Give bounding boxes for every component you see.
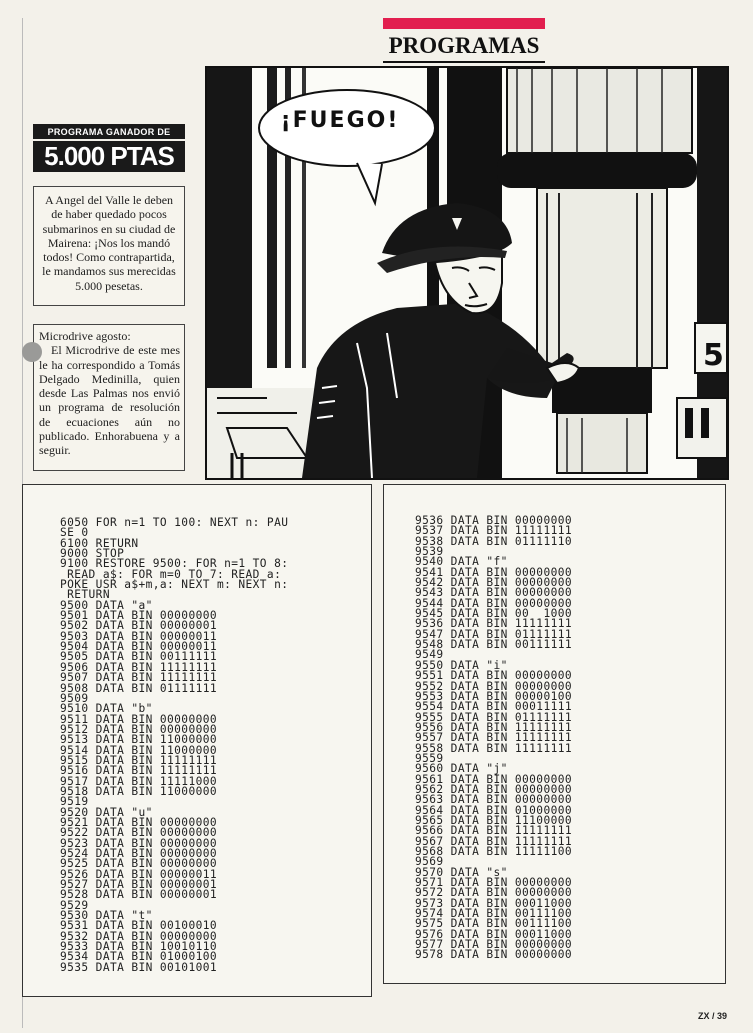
code-line: 9541 DATA BIN 00000000	[415, 565, 572, 579]
code-line: 9555 DATA BIN 01111111	[415, 710, 572, 724]
code-line: 9575 DATA BIN 00111100	[415, 917, 572, 931]
code-line: 9554 DATA BIN 00011111	[415, 700, 572, 714]
code-line: 9565 DATA BIN 11100000	[415, 813, 572, 827]
code-line: 9528 DATA BIN 00000001	[60, 888, 217, 902]
code-line: 9567 DATA BIN 11111111	[415, 834, 572, 848]
code-line: 9530 DATA "t"	[60, 909, 153, 923]
code-line: 9508 DATA BIN 01111111	[60, 681, 217, 695]
code-line: 9556 DATA BIN 11111111	[415, 720, 572, 734]
code-line: 9510 DATA "b"	[60, 702, 153, 716]
code-line: 9507 DATA BIN 11111111	[60, 671, 217, 685]
code-line: 9535 DATA BIN 00101001	[60, 960, 217, 974]
code-line: 9553 DATA BIN 00000100	[415, 689, 572, 703]
code-line: 9549	[415, 648, 444, 662]
code-line: 9531 DATA BIN 00100010	[60, 919, 217, 933]
code-line: 9534 DATA BIN 01000100	[60, 950, 217, 964]
code-line: 9550 DATA "i"	[415, 658, 508, 672]
code-line: 9560 DATA "j"	[415, 762, 508, 776]
code-line: 9521 DATA BIN 00000000	[60, 815, 217, 829]
code-listing-right	[383, 484, 726, 984]
code-line: 9557 DATA BIN 11111111	[415, 731, 572, 745]
code-line: 9503 DATA BIN 00000011	[60, 629, 217, 643]
code-line: 9527 DATA BIN 00000001	[60, 878, 217, 892]
code-line: 9574 DATA BIN 00111100	[415, 907, 572, 921]
winner-text-box	[33, 186, 185, 306]
code-line: 9544 DATA BIN 00000000	[415, 596, 572, 610]
comic-illustration	[205, 66, 729, 480]
page-folio: ZX / 39	[697, 1011, 727, 1021]
code-line: 9564 DATA BIN 01000000	[415, 803, 572, 817]
code-line: 9561 DATA BIN 00000000	[415, 772, 572, 786]
code-line: 9522 DATA BIN 00000000	[60, 826, 217, 840]
code-line: 9511 DATA BIN 00000000	[60, 712, 217, 726]
section-title: PROGRAMAS	[388, 33, 540, 58]
code-line: 9518 DATA BIN 11000000	[60, 784, 217, 798]
code-line: 9543 DATA BIN 00000000	[415, 586, 572, 600]
code-line: POKE USR a$+m,a: NEXT m: NEXT n:	[60, 578, 289, 592]
code-listing-left	[22, 484, 372, 997]
code-line: 9516 DATA BIN 11111111	[60, 764, 217, 778]
code-line: 9536 DATA BIN 00000000	[415, 514, 572, 527]
code-line: 6050 FOR n=1 TO 100: NEXT n: PAU	[60, 516, 289, 529]
microdrive-text-box	[33, 324, 185, 471]
code-line: 9538 DATA BIN 01111110	[415, 534, 572, 548]
code-line: 9559	[415, 751, 444, 765]
code-line: 9578 DATA BIN 00000000	[415, 948, 572, 962]
code-line: 9540 DATA "f"	[415, 555, 508, 569]
code-line: 9547 DATA BIN 01111111	[415, 627, 572, 641]
code-line: 9513 DATA BIN 11000000	[60, 733, 217, 747]
speech-bubble-text: ¡FUEGO!	[280, 108, 400, 133]
code-line: 9520 DATA "u"	[60, 805, 153, 819]
code-line: 6100 RETURN	[60, 536, 139, 550]
code-line: 9536 DATA BIN 11111111	[415, 617, 572, 631]
code-line: 9505 DATA BIN 00111111	[60, 650, 217, 664]
code-line: 9571 DATA BIN 00000000	[415, 876, 572, 890]
code-line: 9533 DATA BIN 10010110	[60, 940, 217, 954]
title-rule	[383, 61, 545, 63]
code-line: 9502 DATA BIN 00000001	[60, 619, 217, 633]
code-line: 9524 DATA BIN 00000000	[60, 847, 217, 860]
code-line: 9570 DATA "s"	[415, 865, 508, 879]
svg-text:5: 5	[703, 338, 724, 373]
code-line: 9568 DATA BIN 11111100	[415, 845, 572, 858]
code-line: 9515 DATA BIN 11111111	[60, 753, 217, 767]
code-line: 9548 DATA BIN 00111111	[415, 638, 572, 652]
code-line: 9573 DATA BIN 00011000	[415, 896, 572, 910]
code-line: READ a$: FOR m=0 TO 7: READ a:	[60, 567, 282, 581]
code-line: 9576 DATA BIN 00011000	[415, 927, 572, 941]
microdrive-heading: Microdrive agosto:	[39, 329, 131, 343]
code-line: 9100 RESTORE 9500: FOR n=1 TO 8:	[60, 557, 289, 571]
code-line: 9501 DATA BIN 00000000	[60, 609, 217, 623]
code-line: 9551 DATA BIN 00000000	[415, 669, 572, 683]
prize-amount: 5.000 PTAS	[33, 141, 185, 172]
code-line: 9500 DATA "a"	[60, 598, 153, 612]
code-line: 9532 DATA BIN 00000000	[60, 929, 217, 943]
code-line: 9539	[415, 545, 444, 559]
code-line: 9525 DATA BIN 00000000	[60, 857, 217, 871]
code-line: 9562 DATA BIN 00000000	[415, 782, 572, 796]
code-line: 9572 DATA BIN 00000000	[415, 886, 572, 900]
code-line: SE 0	[60, 526, 89, 540]
code-line: 9577 DATA BIN 00000000	[415, 938, 572, 952]
code-line: RETURN	[60, 588, 110, 602]
code-line: 9519	[60, 795, 89, 809]
code-line: 9504 DATA BIN 00000011	[60, 640, 217, 654]
code-line: 9000 STOP	[60, 547, 125, 561]
code-line: 9563 DATA BIN 00000000	[415, 793, 572, 807]
code-line: 9542 DATA BIN 00000000	[415, 576, 572, 590]
code-line: 9566 DATA BIN 11111111	[415, 824, 572, 838]
code-line: 9509	[60, 691, 89, 705]
code-line: 9552 DATA BIN 00000000	[415, 679, 572, 693]
code-line: 9506 DATA BIN 11111111	[60, 660, 217, 674]
code-line: 9545 DATA BIN 00 1000	[415, 607, 572, 621]
code-line: 9526 DATA BIN 00000011	[60, 867, 217, 881]
code-line: 9517 DATA BIN 11111000	[60, 774, 217, 788]
code-line: 9514 DATA BIN 11000000	[60, 743, 217, 757]
code-line: 9569	[415, 855, 444, 869]
code-line: 9529	[60, 898, 89, 912]
code-line: 9537 DATA BIN 11111111	[415, 524, 572, 538]
section-color-bar	[383, 18, 545, 29]
prize-label: PROGRAMA GANADOR DE	[33, 124, 185, 139]
microdrive-body: El Microdrive de este mes le ha correspondido a Tomás Delgado Medinilla, quien desde Las Palmas nos envió un programa de resolución de ecuaciones aún no publicado. Enhorabuena y a seguir.	[39, 343, 180, 458]
binder-hole	[22, 342, 42, 362]
code-line: 9523 DATA BIN 00000000	[60, 836, 217, 850]
prize-banner	[33, 124, 185, 176]
code-line: 9512 DATA BIN 00000000	[60, 722, 217, 736]
winner-text: A Angel del Valle le deben de haber quedado pocos submarinos en su ciudad de Mairena: ¡Nos los mandó todos! Como contrapartida, le mandamos sus merecidas 5.000 pesetas.	[42, 193, 176, 293]
code-line: 9558 DATA BIN 11111111	[415, 741, 572, 755]
